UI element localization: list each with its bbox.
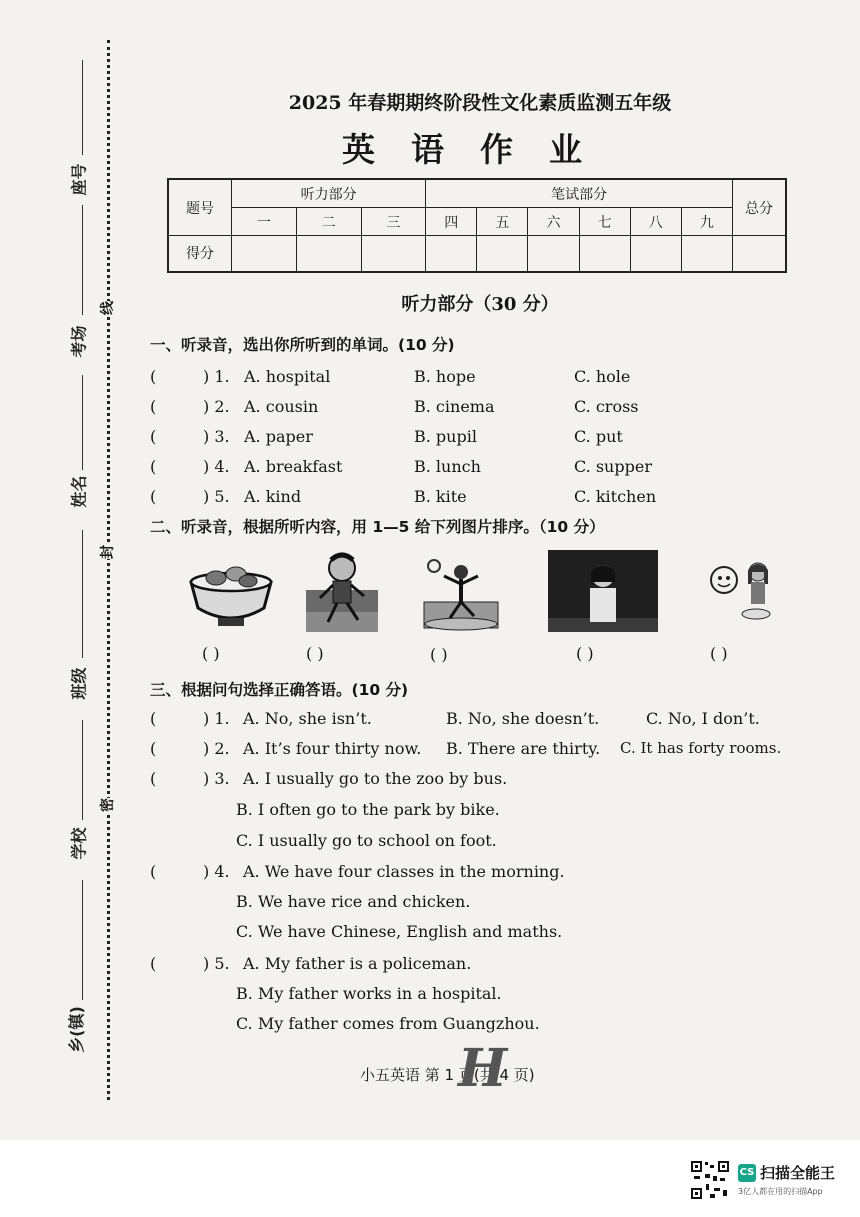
score-col-4: 四 [426,208,477,236]
option-b[interactable]: B. We have rice and chicken. [236,892,471,911]
girl-walking-icon [306,550,378,632]
option-a[interactable]: A. kind [244,487,302,506]
question-number: ) 4. [203,862,230,881]
exam-title: 2025 年春期期终阶段性文化素质监测五年级 [288,92,672,114]
picture-5-answer[interactable]: ( ) [710,644,728,663]
score-table-written-header: 笔试部分 [426,179,733,208]
side-name-label: 姓名 [69,475,89,508]
question-number: ) 5. [203,954,230,973]
option-b[interactable]: B. kite [414,487,467,506]
option-a[interactable]: A. paper [244,427,313,446]
seal-mark-secret: 密 [95,798,119,812]
option-b[interactable]: B. No, she doesn’t. [446,709,600,728]
qr-code-icon [690,1160,730,1200]
option-b[interactable]: B. cinema [414,397,495,416]
score-cell[interactable] [733,236,787,272]
page-footer: 小五英语 第 1 页(共 4 页) [360,1066,535,1084]
option-c[interactable]: C. My father comes from Guangzhou. [236,1014,540,1033]
question-number: ) 4. [203,457,230,476]
score-cell[interactable] [361,236,426,272]
side-school-label: 学校 [69,827,89,860]
woman-presenter-icon [548,550,658,632]
score-table-total-header: 总分 [733,179,787,236]
bowl-of-dumplings-icon [186,550,276,630]
option-b[interactable]: B. My father works in a hospital. [236,984,502,1003]
option-a[interactable]: A. No, she isn’t. [243,709,372,728]
question-number: ) 2. [203,397,230,416]
score-col-1: 一 [232,208,297,236]
boy-dancing-on-stage-icon [420,554,502,634]
option-b[interactable]: B. There are thirty. [446,739,601,758]
question-number: ) 1. [203,709,230,728]
listening-section-title: 听力部分（30 分） [401,294,559,315]
option-a[interactable]: A. I usually go to the zoo by bus. [243,769,508,788]
cs-logo-icon: CS [738,1164,756,1182]
side-school-rule [82,720,83,820]
option-c[interactable]: C. cross [574,397,639,416]
option-a[interactable]: A. It’s four thirty now. [243,739,422,758]
question-number: ) 5. [203,487,230,506]
girl-eating-icon [708,558,774,628]
option-c[interactable]: C. No, I don’t. [646,709,760,728]
score-col-2: 二 [296,208,361,236]
side-class-label: 班级 [69,667,89,700]
option-c[interactable]: C. I usually go to school on foot. [236,831,497,850]
score-cell[interactable] [681,236,732,272]
score-col-7: 七 [579,208,630,236]
scanner-app-name: 扫描全能王 [760,1164,836,1182]
score-table-number-label: 题号 [168,179,232,236]
part1-heading: 一、听录音，选出你所听到的单词。(10 分) [150,336,455,354]
score-col-3: 三 [361,208,426,236]
part2-heading: 二、听录音，根据所听内容，用 1—5 给下列图片排序。（10 分） [150,518,605,536]
part3-heading: 三、根据问句选择正确答语。(10 分) [150,681,409,699]
score-cell[interactable] [232,236,297,272]
side-exam-room-label: 考场 [69,325,89,358]
option-b[interactable]: B. pupil [414,427,477,446]
option-a[interactable]: A. hospital [244,367,331,386]
question-number: ) 2. [203,739,230,758]
side-seat-label: 座号 [69,163,89,196]
score-table-score-label: 得分 [168,236,232,272]
option-a[interactable]: A. breakfast [244,457,343,476]
option-c[interactable]: C. It has forty rooms. [620,739,782,757]
question-number: ) 3. [203,769,230,788]
score-table [167,178,787,273]
picture-4-answer[interactable]: ( ) [576,644,594,663]
score-col-5: 五 [477,208,528,236]
version-mark: H [458,1038,508,1099]
option-a[interactable]: A. cousin [244,397,319,416]
score-cell[interactable] [296,236,361,272]
seal-mark-seal: 封 [95,545,119,559]
picture-2-answer[interactable]: ( ) [306,644,324,663]
option-c[interactable]: C. We have Chinese, English and maths. [236,922,563,941]
option-c[interactable]: C. hole [574,367,631,386]
binding-dotted-line [107,40,110,1100]
side-seat-rule [82,60,83,155]
side-township-label: 乡(镇) [66,1006,86,1053]
score-cell[interactable] [579,236,630,272]
exam-sheet: 线 封 密 座号 考场 姓名 班级 学校 乡(镇) 2025 年春期期终阶段性文化素质监测五年级 英语作业 题号 听力部分 笔试部分 总分 一 二 三 四 五 六 七 八 九 得分 听力部分（30 分） 一、听录音，选出你所听到的单词。(10 分) ( ) 1. A. hospital B. hope C. hole ( ) 2. A. cousin B. cinema C. cross ( ) 3. A. paper B. pupil C. put ( ) 4. A. breakfast B. lunch C. supper ( ) 5. A. kind B. kite C. kitchen 二、听录音，根据所听内容，用 1—5 给下列图片排序。（10 分） ( ) ( ) ( ) ( ) ( ) 三、根据问句选择正确答语。(10 分) ( ) 1. A. No, she isn’t. B. No, she doesn’t. C. No, I don’t. ( ) 2. A. It’s four thirty now. B. There are thirty. C. It has forty rooms. ( ) 3. A. I usually go to the zoo by bus. B. I often go to the park by bike. C. I usually go to school on foot. ( ) 4. A. We have four classes in the morning. B. We have rice and chicken. C. We have Chinese, English and maths. ( ) 5. A. My father is a policeman. B. My father works in a hospital. C. My father comes from Guangzhou. 小五英语 第 1 页(共 4 页) H [0,0,860,1140]
seal-mark-line: 线 [95,301,119,315]
score-col-8: 八 [630,208,681,236]
score-cell[interactable] [528,236,579,272]
option-b[interactable]: B. lunch [414,457,481,476]
picture-1-answer[interactable]: ( ) [202,644,220,663]
option-c[interactable]: C. supper [574,457,652,476]
option-b[interactable]: B. I often go to the park by bike. [236,800,500,819]
score-cell[interactable] [630,236,681,272]
question-number: ) 3. [203,427,230,446]
subject-title: 英语作业 [342,130,618,169]
picture-3-answer[interactable]: ( ) [430,645,448,664]
scanner-tagline: 3亿人都在用的扫描App [738,1187,823,1196]
option-b[interactable]: B. hope [414,367,476,386]
option-c[interactable]: C. put [574,427,623,446]
score-col-9: 九 [681,208,732,236]
score-cell[interactable] [477,236,528,272]
side-township-rule [82,880,83,1000]
option-a[interactable]: A. We have four classes in the morning. [243,862,565,881]
option-c[interactable]: C. kitchen [574,487,657,506]
score-table-listening-header: 听力部分 [232,179,426,208]
option-a[interactable]: A. My father is a policeman. [243,954,472,973]
question-number: ) 1. [203,367,230,386]
side-class-rule [82,530,83,658]
side-exam-room-rule [82,205,83,315]
score-cell[interactable] [426,236,477,272]
side-name-rule [82,375,83,470]
score-col-6: 六 [528,208,579,236]
